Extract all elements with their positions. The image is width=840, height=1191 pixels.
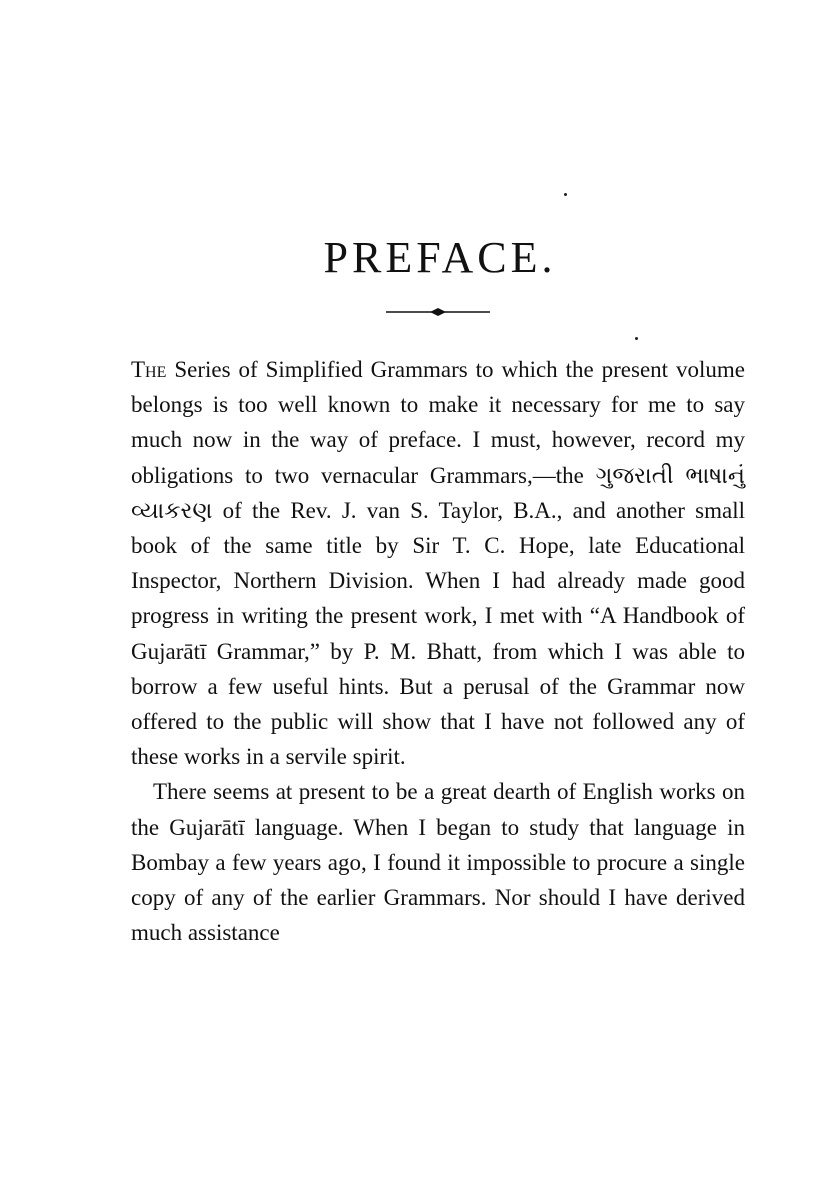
print-speck (564, 193, 567, 196)
paragraph-lead: The (131, 357, 167, 382)
paragraph (131, 774, 745, 950)
ornament-divider-icon (386, 305, 490, 319)
paragraph-text: There seems at present to be a great dearth of English works on the Gujarātī language. When I began to study that language in Bombay a few years ago, I found it impossible to procure a single copy of any of the earlier Grammars. Nor should I have derived much assistance (131, 779, 745, 946)
page-title: PREFACE. (323, 233, 557, 282)
paragraph-text: Series of Simplified Grammars to which the present volume belongs is too well known to make it necessary for me to say much now in the way of preface. I must, however, record my obligations to two vernacular Grammars,—the ગુજરાતી ભાષાનું વ્યાકરણ of the Rev. J. van S. Taylor, B.A., and another small book of the same title by Sir T. C. Hope, late Educational Inspector, Northern Division. When I had already made good progress in writing the present work, I met with “A Handbook of Gujarātī Grammar,” by P. M. Bhatt, from which I was able to borrow a few useful hints. But a perusal of the Grammar now offered to the public will show that I have not followed any of these works in a servile spirit. (131, 357, 745, 770)
preface-body (131, 352, 745, 950)
paragraph (131, 352, 745, 774)
print-speck (635, 337, 638, 340)
